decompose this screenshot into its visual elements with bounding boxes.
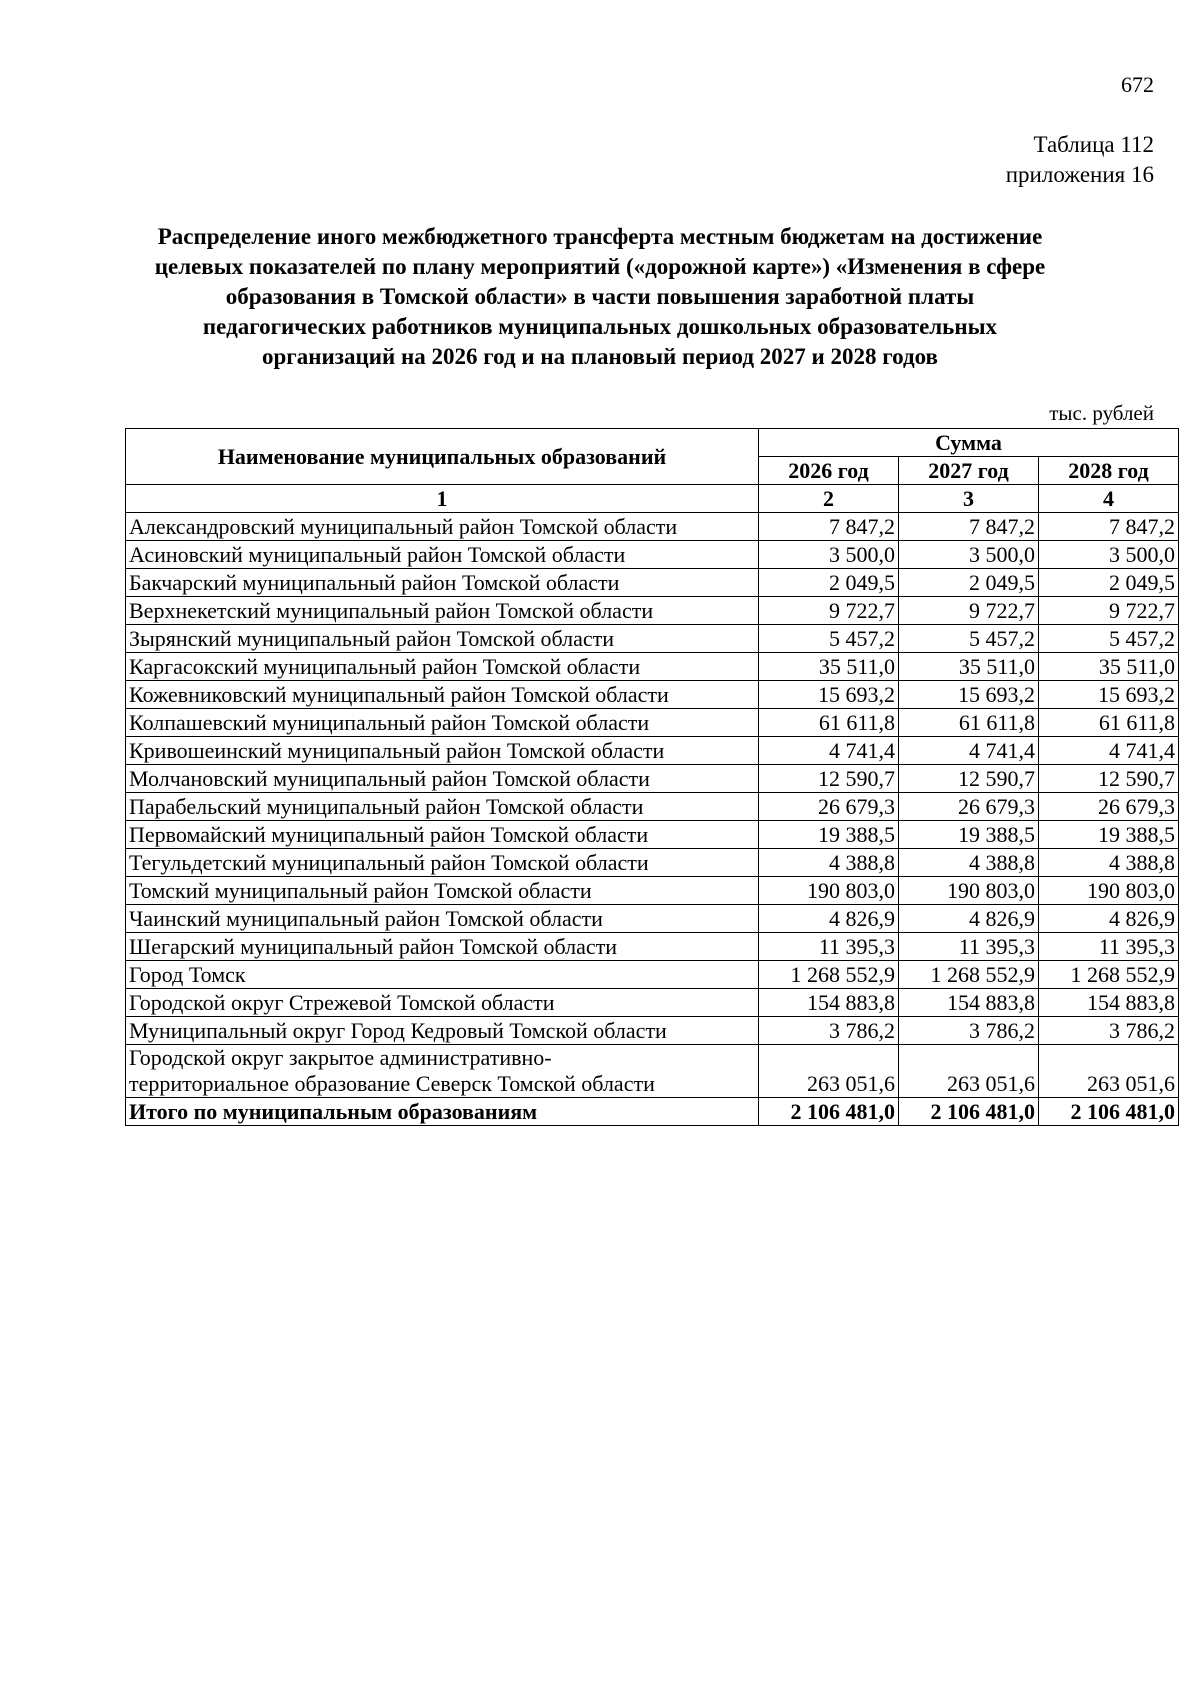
amount-2026: 3 500,0: [759, 541, 899, 569]
units-label: тыс. рублей: [1049, 401, 1154, 425]
amount-2028: 3 786,2: [1039, 1017, 1179, 1045]
total-2028: 2 106 481,0: [1039, 1098, 1179, 1126]
amount-2027: 3 500,0: [899, 541, 1039, 569]
municipality-name: Кожевниковский муниципальный район Томской области: [126, 681, 759, 709]
municipality-name: Каргасокский муниципальный район Томской области: [126, 653, 759, 681]
municipality-name: Городской округ Стрежевой Томской области: [126, 989, 759, 1017]
amount-2028: 61 611,8: [1039, 709, 1179, 737]
amount-2028: 9 722,7: [1039, 597, 1179, 625]
amount-2027: 263 051,6: [899, 1045, 1039, 1098]
amount-2028: 15 693,2: [1039, 681, 1179, 709]
municipality-name: Томский муниципальный район Томской области: [126, 877, 759, 905]
table-reference-line: приложения 16: [1005, 162, 1154, 187]
column-number: 2: [759, 485, 899, 513]
header-municipality-name: Наименование муниципальных образований: [126, 429, 759, 485]
municipality-name: Муниципальный округ Город Кедровый Томской области: [126, 1017, 759, 1045]
amount-2026: 9 722,7: [759, 597, 899, 625]
table-row: [126, 597, 1179, 625]
amount-2028: 35 511,0: [1039, 653, 1179, 681]
municipality-name: Зырянский муниципальный район Томской области: [126, 625, 759, 653]
amount-2028: 7 847,2: [1039, 513, 1179, 541]
amount-2026: 5 457,2: [759, 625, 899, 653]
header-year-2026: 2026 год: [759, 457, 899, 485]
table-row: [126, 961, 1179, 989]
amount-2028: 154 883,8: [1039, 989, 1179, 1017]
table-row: [126, 1017, 1179, 1045]
table-row: [126, 793, 1179, 821]
column-numbers-row: [126, 485, 1179, 513]
amount-2026: 263 051,6: [759, 1045, 899, 1098]
amount-2027: 12 590,7: [899, 765, 1039, 793]
amount-2028: 11 395,3: [1039, 933, 1179, 961]
column-number: 3: [899, 485, 1039, 513]
table-row: [126, 933, 1179, 961]
municipality-name: Бакчарский муниципальный район Томской области: [126, 569, 759, 597]
column-number: 1: [126, 485, 759, 513]
amount-2027: 7 847,2: [899, 513, 1039, 541]
table-row: [126, 681, 1179, 709]
amount-2026: 154 883,8: [759, 989, 899, 1017]
header-sum-group: Сумма: [759, 429, 1179, 457]
municipality-name: Асиновский муниципальный район Томской области: [126, 541, 759, 569]
table-row: [126, 989, 1179, 1017]
amount-2027: 61 611,8: [899, 709, 1039, 737]
amount-2027: 2 049,5: [899, 569, 1039, 597]
amount-2027: 11 395,3: [899, 933, 1039, 961]
amount-2028: 12 590,7: [1039, 765, 1179, 793]
table-reference: [1006, 130, 1154, 190]
amount-2026: 4 388,8: [759, 849, 899, 877]
amount-2027: 15 693,2: [899, 681, 1039, 709]
amount-2028: 1 268 552,9: [1039, 961, 1179, 989]
amount-2026: 61 611,8: [759, 709, 899, 737]
table-row: [126, 1045, 1179, 1098]
amount-2028: 5 457,2: [1039, 625, 1179, 653]
amount-2028: 190 803,0: [1039, 877, 1179, 905]
total-2027: 2 106 481,0: [899, 1098, 1039, 1126]
municipality-name: Кривошеинский муниципальный район Томской области: [126, 737, 759, 765]
table-row: [126, 877, 1179, 905]
table-row: [126, 905, 1179, 933]
amount-2026: 26 679,3: [759, 793, 899, 821]
document-title-line: Распределение иного межбюджетного трансферта местным бюджетам на достижение: [157, 224, 1043, 249]
amount-2026: 12 590,7: [759, 765, 899, 793]
allocation-table: [125, 428, 1179, 1126]
municipality-name: Верхнекетский муниципальный район Томской области: [126, 597, 759, 625]
amount-2027: 35 511,0: [899, 653, 1039, 681]
amount-2026: 1 268 552,9: [759, 961, 899, 989]
amount-2026: 190 803,0: [759, 877, 899, 905]
municipality-name: Парабельский муниципальный район Томской области: [126, 793, 759, 821]
amount-2026: 2 049,5: [759, 569, 899, 597]
municipality-name: Колпашевский муниципальный район Томской области: [126, 709, 759, 737]
municipality-name-line: Городской округ закрытое административно-: [129, 1045, 552, 1070]
column-number: 4: [1039, 485, 1179, 513]
table-row: [126, 709, 1179, 737]
document-title: [100, 222, 1100, 372]
municipality-name: Чаинский муниципальный район Томской области: [126, 905, 759, 933]
municipality-name: [126, 1045, 759, 1098]
amount-2026: 4 741,4: [759, 737, 899, 765]
header-year-2028: 2028 год: [1039, 457, 1179, 485]
total-label: Итого по муниципальным образованиям: [126, 1098, 759, 1126]
total-2026: 2 106 481,0: [759, 1098, 899, 1126]
amount-2026: 7 847,2: [759, 513, 899, 541]
table-row: [126, 765, 1179, 793]
table-row: [126, 849, 1179, 877]
municipality-name: Александровский муниципальный район Томской области: [126, 513, 759, 541]
amount-2026: 11 395,3: [759, 933, 899, 961]
document-title-line: организаций на 2026 год и на плановый период 2027 и 2028 годов: [262, 344, 938, 369]
document-title-line: образования в Томской области» в части повышения заработной платы: [225, 284, 975, 309]
table-row: [126, 569, 1179, 597]
amount-2027: 4 388,8: [899, 849, 1039, 877]
amount-2027: 19 388,5: [899, 821, 1039, 849]
amount-2028: 4 741,4: [1039, 737, 1179, 765]
municipality-name: Тегульдетский муниципальный район Томской области: [126, 849, 759, 877]
amount-2027: 3 786,2: [899, 1017, 1039, 1045]
document-title-line: целевых показателей по плану мероприятий («дорожной карте») «Изменения в сфере: [154, 254, 1046, 279]
table-row: [126, 541, 1179, 569]
amount-2026: 15 693,2: [759, 681, 899, 709]
page-number: 672: [1121, 72, 1154, 97]
amount-2027: 5 457,2: [899, 625, 1039, 653]
document-title-line: педагогических работников муниципальных дошкольных образовательных: [202, 314, 998, 339]
amount-2026: 3 786,2: [759, 1017, 899, 1045]
table-row: [126, 821, 1179, 849]
amount-2027: 26 679,3: [899, 793, 1039, 821]
amount-2028: 263 051,6: [1039, 1045, 1179, 1098]
amount-2027: 4 826,9: [899, 905, 1039, 933]
amount-2027: 9 722,7: [899, 597, 1039, 625]
amount-2027: 1 268 552,9: [899, 961, 1039, 989]
amount-2028: 4 826,9: [1039, 905, 1179, 933]
amount-2028: 4 388,8: [1039, 849, 1179, 877]
municipality-name: Город Томск: [126, 961, 759, 989]
table-reference-line: Таблица 112: [1033, 132, 1154, 157]
table-row: [126, 737, 1179, 765]
total-row: [126, 1098, 1179, 1126]
header-year-2027: 2027 год: [899, 457, 1039, 485]
amount-2026: 4 826,9: [759, 905, 899, 933]
amount-2027: 154 883,8: [899, 989, 1039, 1017]
amount-2027: 4 741,4: [899, 737, 1039, 765]
amount-2027: 190 803,0: [899, 877, 1039, 905]
amount-2028: 19 388,5: [1039, 821, 1179, 849]
amount-2028: 26 679,3: [1039, 793, 1179, 821]
municipality-name: Шегарский муниципальный район Томской области: [126, 933, 759, 961]
municipality-name: Молчановский муниципальный район Томской области: [126, 765, 759, 793]
table-row: [126, 513, 1179, 541]
table-row: [126, 625, 1179, 653]
municipality-name: Первомайский муниципальный район Томской области: [126, 821, 759, 849]
table-row: [126, 653, 1179, 681]
municipality-name-line: территориальное образование Северск Томской области: [129, 1071, 655, 1096]
amount-2028: 3 500,0: [1039, 541, 1179, 569]
amount-2026: 19 388,5: [759, 821, 899, 849]
header-row: [126, 429, 1179, 457]
amount-2026: 35 511,0: [759, 653, 899, 681]
amount-2028: 2 049,5: [1039, 569, 1179, 597]
